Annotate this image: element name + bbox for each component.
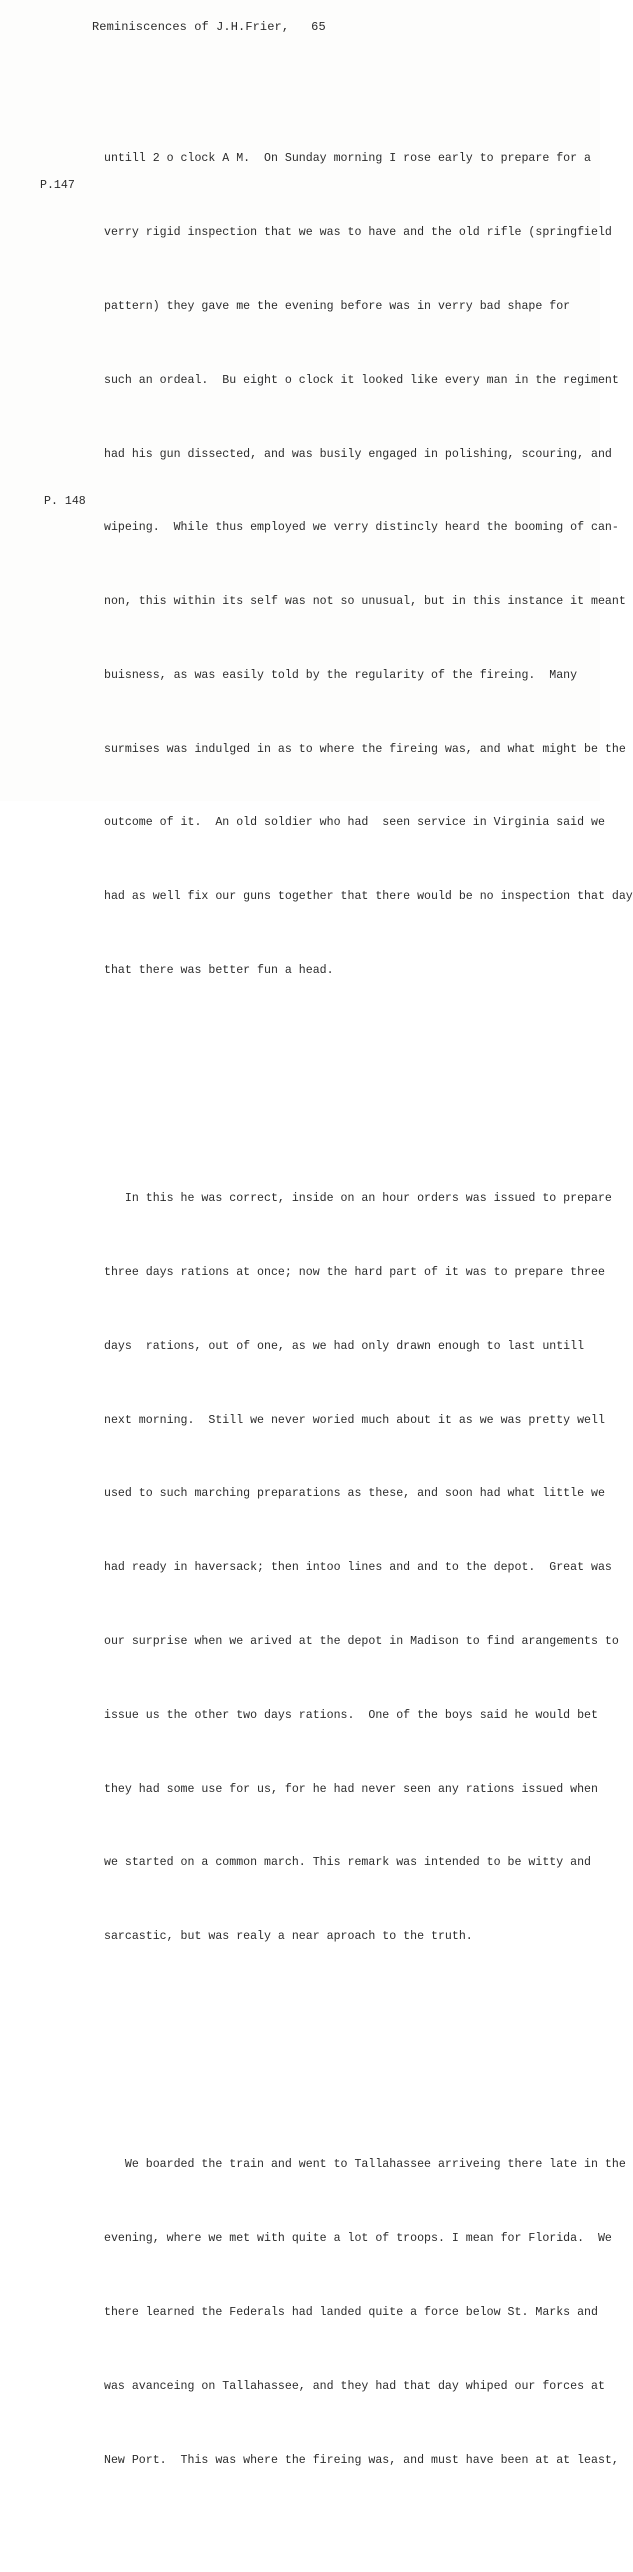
paragraph-gap <box>104 2048 584 2055</box>
text-line: was avanceing on Tallahassee, and they had that day whiped our forces at <box>104 2379 605 2393</box>
text-line: sarcastic, but was realy a near aproach to the truth. <box>104 1930 473 1944</box>
text-line: used to such marching preparations as these, and soon had what little we <box>104 1487 605 1501</box>
text-line: non, this within its self was not so unusual, but in this instance it meant <box>104 595 626 609</box>
text-line: outcome of it. An old soldier who had seen service in Virginia said we <box>104 816 605 830</box>
margin-note-p148: P. 148 <box>44 495 86 508</box>
text-line: evening, where we met with quite a lot of troops. I mean for Florida. We <box>104 2232 612 2246</box>
text-line: buisness, as was easily told by the regularity of the fireing. Many <box>104 668 578 682</box>
paragraph-2 <box>104 1138 619 1999</box>
text-line: surmises was indulged in as to where the fireing was, and what might be the <box>104 742 626 756</box>
text-line: they had some use for us, for he had never seen any rations issued when <box>104 1782 598 1796</box>
text-line: had as well fix our guns together that there would be no inspection that day <box>104 890 633 904</box>
text-line: In this he was correct, inside on an hour orders was issued to prepare <box>104 1192 612 1206</box>
page-number: 65 <box>311 20 326 34</box>
text-line: untill 2 o clock A M. On Sunday morning I rose early to prepare for a <box>104 152 592 166</box>
text-line: days rations, out of one, as we had only drawn enough to last untill <box>104 1339 585 1353</box>
text-line: issue us the other two days rations. One of the boys said he would bet <box>104 1708 598 1722</box>
text-line: that there was better fun a head. <box>104 963 334 977</box>
text-line: verry rigid inspection that we was to have and the old rifle (springfield <box>104 226 612 240</box>
header-title: Reminiscences of J.H.Frier, <box>92 20 290 34</box>
text-line: our surprise when we arived at the depot in Madison to find arangements to <box>104 1635 619 1648</box>
paragraph-3 <box>104 2104 626 2522</box>
text-line: had ready in haversack; then intoo lines and and to the depot. Great was <box>104 1561 612 1575</box>
paragraph-gap <box>104 1082 584 1089</box>
text-line: wipeing. While thus employed we verry distincly heard the booming of can- <box>104 521 619 535</box>
text-line: New Port. This was where the fireing was, and must have been at at least, <box>104 2453 619 2467</box>
text-line: we started on a common march. This remark was intended to be witty and <box>104 1856 592 1870</box>
text-line: three days rations at once; now the hard part of it was to prepare three <box>104 1266 605 1280</box>
text-line: next morning. Still we never woried much about it as we was pretty well <box>104 1413 605 1427</box>
text-line: We boarded the train and went to Tallahassee arriveing there late in the <box>104 2158 626 2172</box>
text-line: pattern) they gave me the evening before was in verry bad shape for <box>104 299 571 313</box>
text-line: such an ordeal. Bu eight o clock it looked like every man in the regiment <box>104 373 619 387</box>
page-header <box>92 20 326 34</box>
body-text <box>104 49 633 2572</box>
text-line: there learned the Federals had landed quite a force below St. Marks and <box>104 2306 598 2320</box>
margin-note-p147: P.147 <box>40 179 75 192</box>
text-line: had his gun dissected, and was busily engaged in polishing, scouring, and <box>104 447 612 461</box>
paragraph-1 <box>104 98 633 1033</box>
